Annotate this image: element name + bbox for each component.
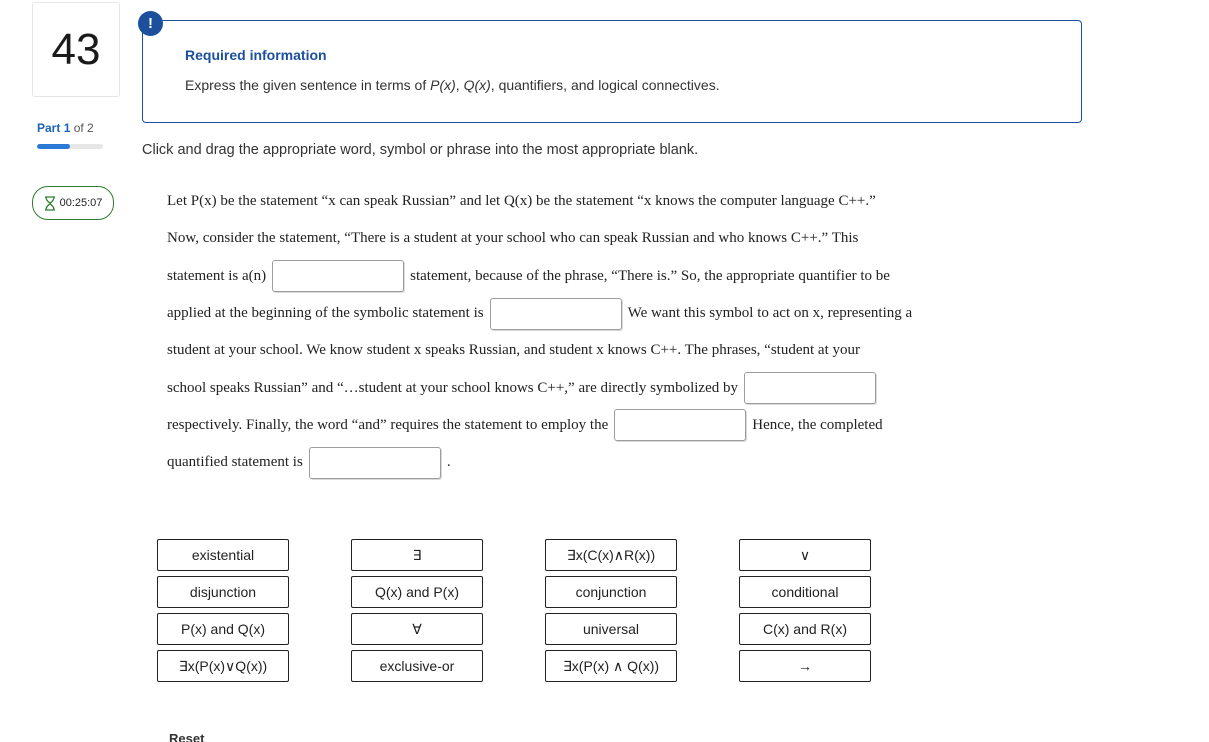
part-word: Part bbox=[37, 121, 61, 135]
required-info-title: Required information bbox=[185, 47, 327, 63]
info-text-prefix: Express the given sentence in terms of bbox=[185, 77, 431, 93]
answer-tile[interactable]: conjunction bbox=[545, 576, 677, 608]
part-progress-bar bbox=[37, 144, 103, 149]
answer-tile[interactable]: ∃x(P(x)∨Q(x)) bbox=[157, 650, 289, 682]
passage-text: Hence, the completed bbox=[752, 416, 883, 433]
drop-blank-2[interactable] bbox=[490, 298, 622, 330]
passage-text: statement is a(n) bbox=[167, 267, 267, 284]
passage-line bbox=[167, 369, 967, 406]
part-progress-fill bbox=[37, 144, 70, 149]
px-term: P(x) bbox=[430, 77, 456, 93]
qx-term: Q(x) bbox=[463, 77, 491, 93]
passage-line bbox=[167, 183, 967, 220]
answer-tile-bank bbox=[157, 539, 871, 682]
alert-icon: ! bbox=[138, 11, 163, 36]
hourglass-icon bbox=[44, 196, 56, 211]
answer-tile[interactable]: P(x) and Q(x) bbox=[157, 613, 289, 645]
required-info-text bbox=[185, 77, 720, 93]
info-text-sep: , bbox=[455, 77, 464, 93]
drop-blank-5[interactable] bbox=[309, 447, 441, 479]
part-indicator bbox=[37, 121, 94, 135]
passage-text: student at your school. We know student x speaks Russian, and student x knows C++. The phrases, “student at your bbox=[167, 342, 860, 359]
passage-line bbox=[167, 444, 967, 481]
passage-text: . bbox=[446, 454, 451, 471]
passage-text: We want this symbol to act on x, representing a bbox=[627, 305, 913, 322]
question-number: 43 bbox=[51, 24, 101, 74]
answer-tile[interactable]: ∀ bbox=[351, 613, 483, 645]
answer-tile[interactable]: exclusive-or bbox=[351, 650, 483, 682]
drop-blank-3[interactable] bbox=[744, 372, 876, 404]
part-total: of 2 bbox=[73, 121, 94, 135]
answer-tile[interactable]: ∃x(P(x) ∧ Q(x)) bbox=[545, 650, 677, 682]
answer-tile[interactable]: → bbox=[739, 650, 871, 682]
passage-line bbox=[167, 332, 967, 369]
passage-text: statement, because of the phrase, “There is.” So, the appropriate quantifier to be bbox=[410, 267, 890, 284]
passage bbox=[167, 183, 967, 481]
answer-tile[interactable]: ∨ bbox=[739, 539, 871, 571]
answer-tile[interactable]: existential bbox=[157, 539, 289, 571]
answer-tile[interactable]: conditional bbox=[739, 576, 871, 608]
answer-tile[interactable]: Q(x) and P(x) bbox=[351, 576, 483, 608]
passage-text: applied at the beginning of the symbolic statement is bbox=[167, 305, 484, 322]
answer-tile[interactable]: ∃x(C(x)∧R(x)) bbox=[545, 539, 677, 571]
timer bbox=[32, 186, 114, 220]
timer-value: 00:25:07 bbox=[59, 197, 103, 209]
passage-text: quantified statement is bbox=[167, 454, 303, 471]
passage-text: respectively. Finally, the word “and” requires the statement to employ the bbox=[167, 416, 609, 433]
reset-button[interactable]: Reset bbox=[169, 731, 205, 742]
drop-blank-4[interactable] bbox=[614, 409, 746, 441]
passage-line bbox=[167, 407, 967, 444]
answer-tile[interactable]: C(x) and R(x) bbox=[739, 613, 871, 645]
instruction-text: Click and drag the appropriate word, symbol or phrase into the most appropriate blank. bbox=[142, 142, 699, 158]
passage-line bbox=[167, 295, 967, 332]
info-text-suffix: , quantifiers, and logical connectives. bbox=[490, 77, 720, 93]
question-number-box bbox=[32, 2, 120, 97]
passage-text: school speaks Russian” and “…student at your school knows C++,” are directly symbolized by bbox=[167, 379, 738, 396]
required-info-box bbox=[142, 20, 1082, 123]
passage-line bbox=[167, 258, 967, 295]
drop-blank-1[interactable] bbox=[272, 260, 404, 292]
passage-line bbox=[167, 220, 967, 257]
passage-text: Let P(x) be the statement “x can speak Russian” and let Q(x) be the statement “x knows the computer language C++.” bbox=[167, 193, 876, 210]
passage-text: Now, consider the statement, “There is a student at your school who can speak Russian and who knows C++.” This bbox=[167, 230, 859, 247]
answer-tile[interactable]: ∃ bbox=[351, 539, 483, 571]
answer-tile[interactable]: disjunction bbox=[157, 576, 289, 608]
part-current: 1 bbox=[63, 121, 71, 135]
answer-tile[interactable]: universal bbox=[545, 613, 677, 645]
